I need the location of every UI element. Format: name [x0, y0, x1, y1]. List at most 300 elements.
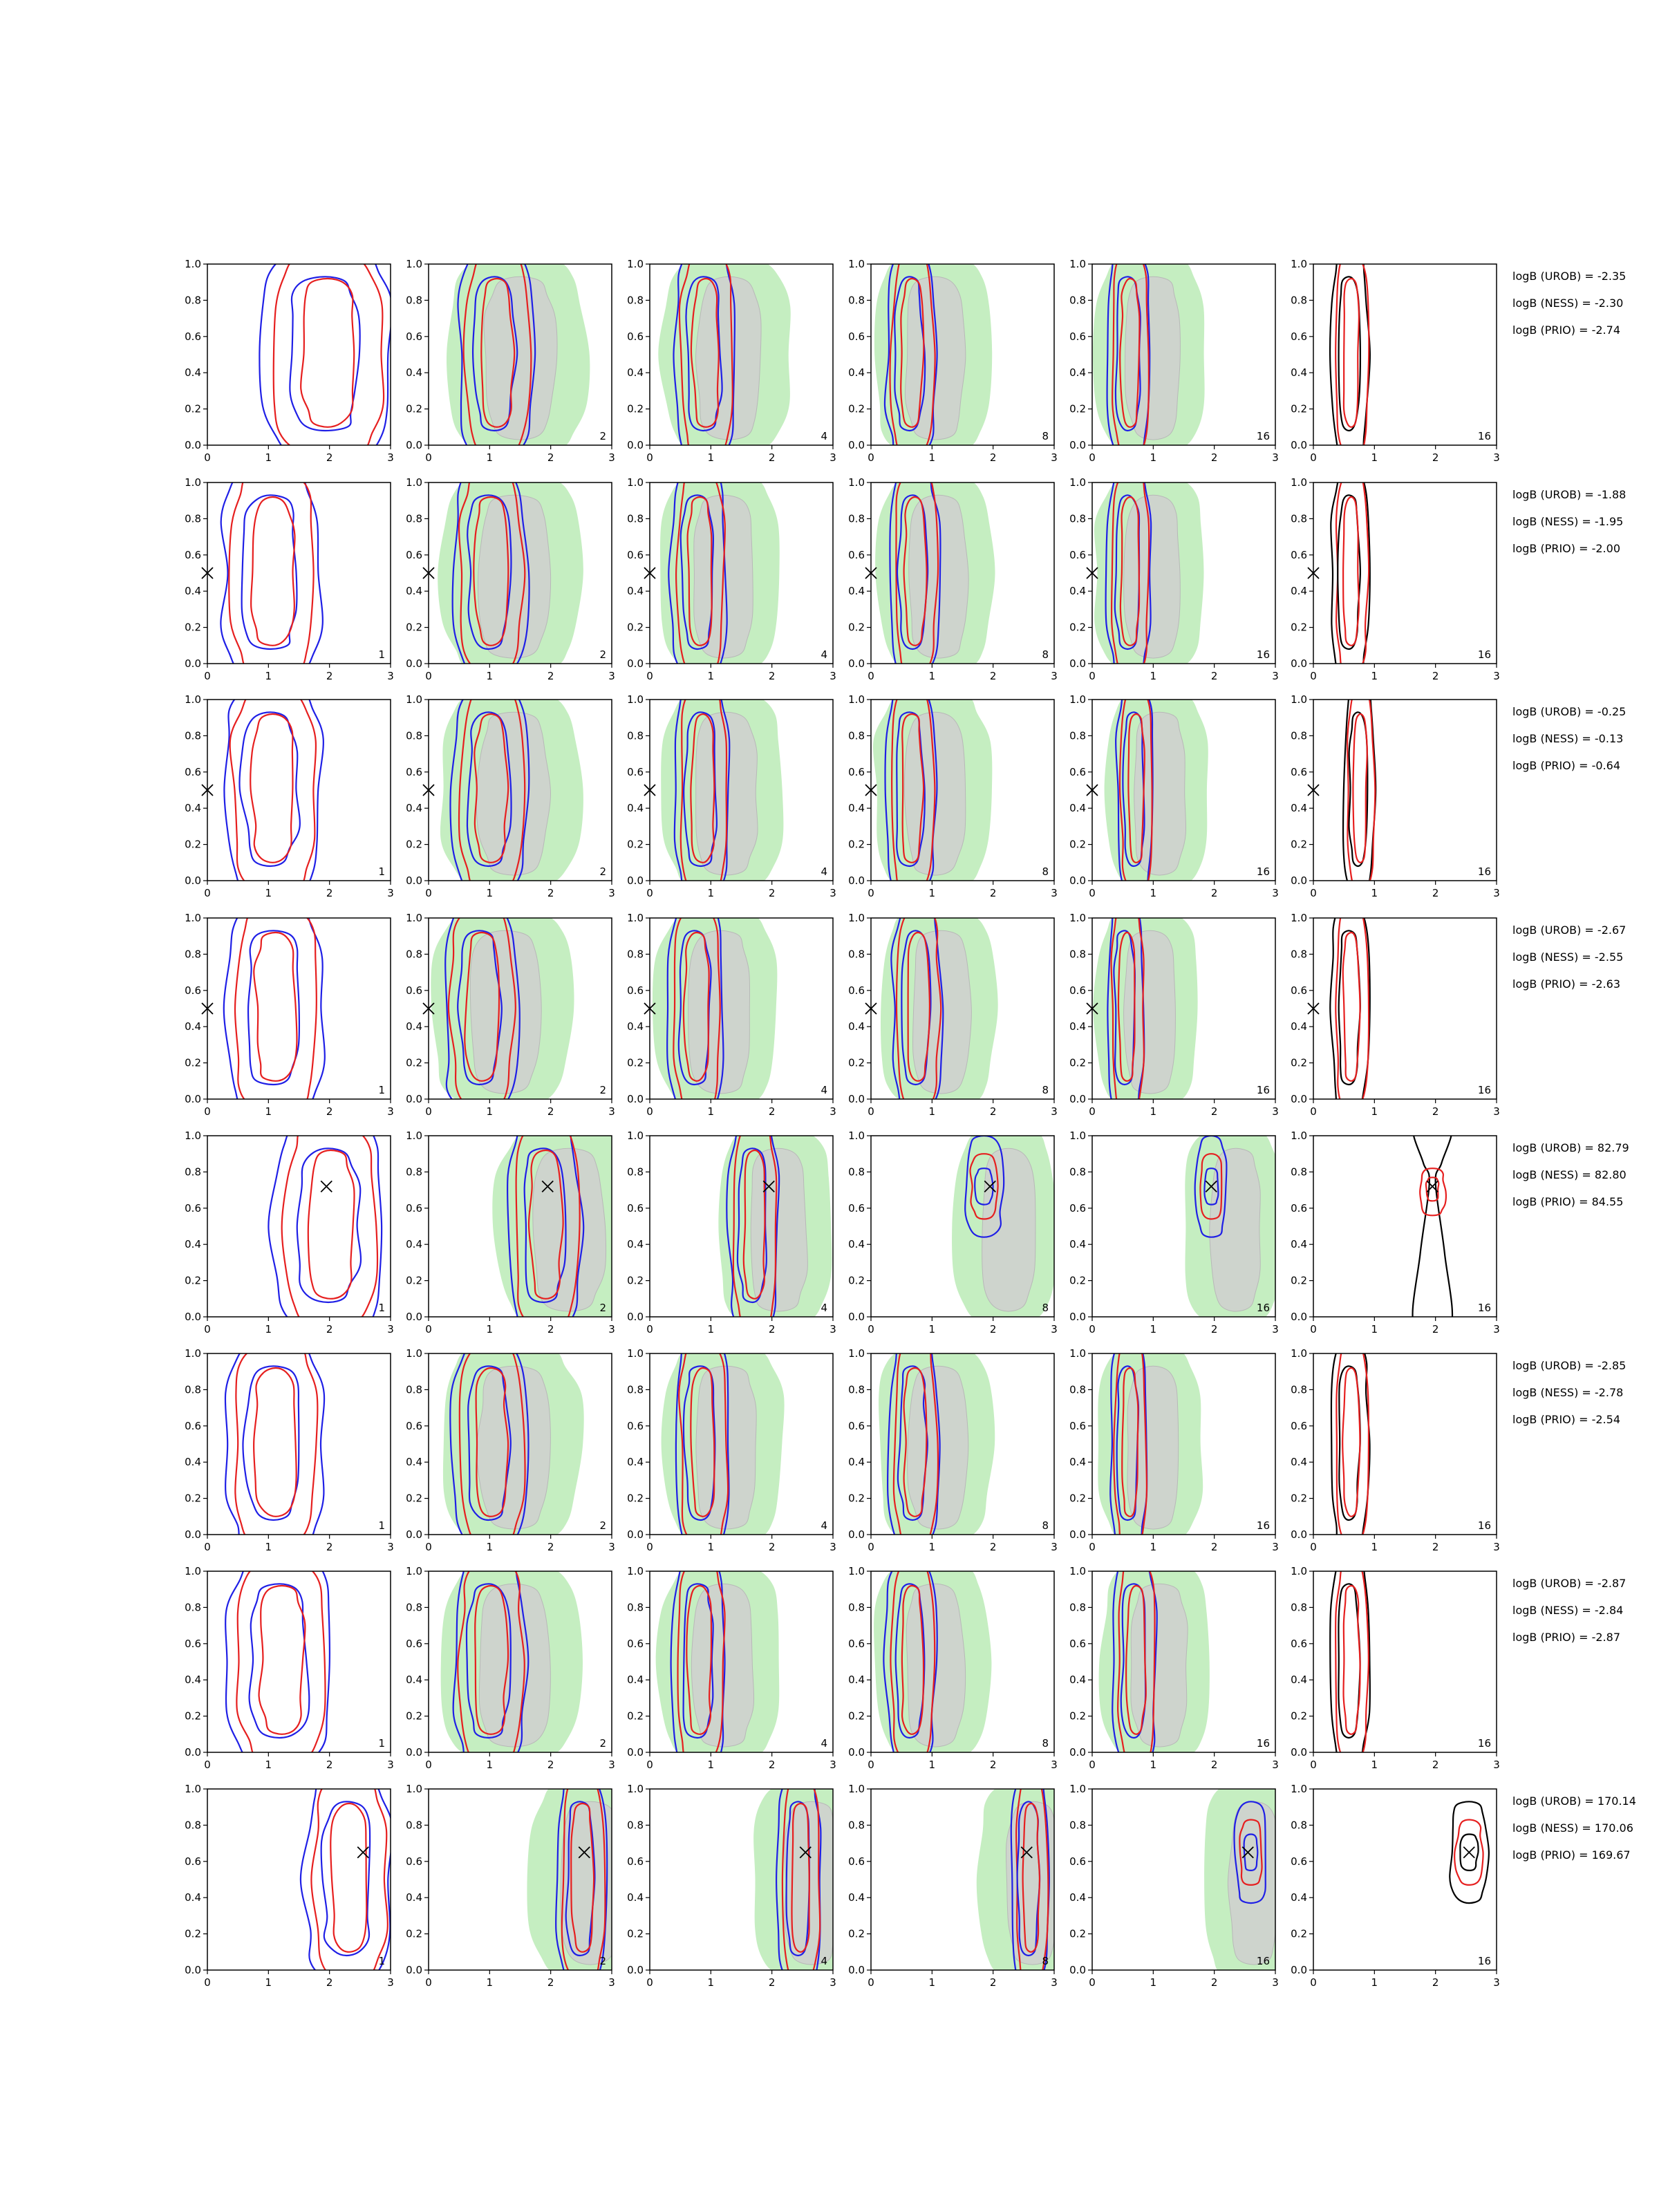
panel-r7-c5: [1069, 1557, 1279, 1771]
panel-r4-c6: [1291, 903, 1500, 1118]
panel-count-label: 4: [821, 1084, 827, 1096]
panel-r3-c5: [1069, 685, 1279, 899]
x-tick-label: 2: [989, 1105, 997, 1118]
y-tick-label: 0.8: [627, 1601, 644, 1614]
prior-fill-inner: [484, 276, 557, 440]
y-tick-label: 0.2: [1291, 1709, 1307, 1723]
x-tick-label: 0: [425, 1323, 432, 1335]
panel-r2-c4: [848, 468, 1058, 682]
y-tick-label: 0.0: [185, 874, 201, 887]
y-tick-label: 1.0: [406, 1347, 422, 1360]
y-tick-label: 0.2: [185, 1056, 201, 1069]
contour-inner: [242, 495, 297, 649]
x-tick-label: 0: [425, 1105, 432, 1118]
y-tick-label: 0.2: [1069, 1709, 1086, 1723]
y-tick-label: 0.8: [848, 1819, 865, 1832]
x-tick-label: 2: [547, 1759, 554, 1771]
contour-red-outer: [230, 688, 316, 891]
y-tick-label: 0.8: [848, 294, 865, 307]
y-tick-label: 0.0: [185, 439, 201, 451]
x-tick-label: 2: [989, 887, 997, 899]
y-tick-label: 0.8: [848, 948, 865, 961]
y-tick-label: 0.6: [185, 1855, 201, 1868]
x-tick-label: 3: [387, 887, 394, 899]
panel-count-label: 2: [599, 648, 606, 661]
panel-count-label: 16: [1477, 1519, 1491, 1532]
y-tick-label: 0.0: [1291, 874, 1307, 887]
panel-count-label: 2: [599, 1302, 606, 1314]
x-tick-label: 3: [830, 670, 836, 682]
panel-r5-c3: [627, 1121, 836, 1335]
x-tick-label: 0: [646, 887, 653, 899]
contour-red-inner: [1342, 1368, 1360, 1517]
x-tick-label: 3: [830, 1541, 836, 1553]
y-tick-label: 0.4: [185, 1674, 201, 1687]
x-tick-label: 1: [928, 1976, 936, 1989]
x-tick-label: 1: [928, 1105, 936, 1118]
y-tick-label: 1.0: [848, 1783, 865, 1795]
x-tick-label: 2: [1210, 451, 1218, 464]
x-tick-label: 2: [547, 451, 554, 464]
y-tick-label: 0.0: [1291, 1746, 1307, 1759]
x-tick-label: 2: [768, 1541, 776, 1553]
y-tick-label: 1.0: [1291, 1783, 1307, 1795]
x-tick-label: 3: [830, 1759, 836, 1771]
panel-count-label: 1: [378, 1519, 385, 1532]
y-tick-label: 0.8: [1291, 729, 1307, 742]
y-tick-label: 0.6: [848, 765, 865, 778]
y-tick-label: 0.0: [627, 1093, 644, 1105]
y-tick-label: 0.0: [1291, 1964, 1307, 1976]
x-tick-label: 2: [1432, 451, 1439, 464]
x-tick-label: 2: [1210, 1105, 1218, 1118]
y-tick-label: 0.4: [1069, 1238, 1086, 1251]
logb-label: logB (NESS) = -2.30: [1512, 297, 1624, 310]
x-tick-label: 3: [387, 451, 394, 464]
panel-count-label: 16: [1256, 1955, 1270, 1967]
y-tick-label: 0.4: [185, 1891, 201, 1904]
y-tick-label: 0.2: [627, 1274, 644, 1287]
x-tick-label: 3: [1493, 1541, 1500, 1553]
x-tick-label: 1: [486, 670, 494, 682]
y-tick-label: 0.0: [848, 439, 865, 451]
x-tick-label: 2: [326, 1323, 333, 1335]
x-tick-label: 1: [1371, 1323, 1378, 1335]
y-tick-label: 1.0: [406, 258, 422, 270]
x-tick-label: 0: [1089, 1976, 1096, 1989]
x-tick-label: 1: [265, 1976, 272, 1989]
x-tick-label: 2: [1210, 1976, 1218, 1989]
x-tick-label: 2: [1432, 1541, 1439, 1553]
y-tick-label: 0.4: [848, 585, 865, 598]
axes-frame: [1313, 700, 1497, 881]
contour-inner: [243, 1366, 299, 1520]
y-tick-label: 0.8: [185, 729, 201, 742]
x-tick-label: 0: [1310, 1541, 1317, 1553]
y-tick-label: 0.6: [627, 1637, 644, 1650]
panel-r4-c4: [848, 903, 1058, 1118]
x-tick-label: 1: [928, 887, 936, 899]
x-tick-label: 3: [608, 670, 615, 682]
y-tick-label: 0.0: [848, 1093, 865, 1105]
panel-count-label: 1: [378, 1737, 385, 1750]
prior-fill-inner: [696, 276, 762, 440]
y-tick-label: 0.0: [1069, 1746, 1086, 1759]
contour-red-outer: [1335, 1560, 1369, 1763]
y-tick-label: 0.2: [1291, 1492, 1307, 1505]
x-tick-label: 3: [1493, 1976, 1500, 1989]
y-tick-label: 0.2: [406, 621, 422, 634]
axes-frame: [1313, 1789, 1497, 1970]
x-tick-label: 1: [1150, 1759, 1157, 1771]
y-tick-label: 0.6: [848, 1637, 865, 1650]
y-tick-label: 0.8: [627, 948, 644, 961]
x-tick-label: 0: [1089, 1105, 1096, 1118]
y-tick-label: 0.8: [1069, 1165, 1086, 1179]
x-tick-label: 0: [1310, 887, 1317, 899]
y-tick-label: 0.8: [848, 1383, 865, 1396]
x-tick-label: 1: [265, 1541, 272, 1553]
logb-label: logB (UROB) = -2.85: [1512, 1359, 1627, 1372]
y-tick-label: 0.2: [1069, 1492, 1086, 1505]
y-tick-label: 0.2: [1069, 1274, 1086, 1287]
y-tick-label: 0.6: [627, 1855, 644, 1868]
x-tick-label: 0: [868, 1323, 874, 1335]
y-tick-label: 0.4: [185, 802, 201, 815]
x-tick-label: 1: [707, 1759, 715, 1771]
x-tick-label: 2: [989, 1541, 997, 1553]
panel-count-label: 8: [1042, 865, 1049, 878]
axes-frame: [207, 1136, 391, 1317]
panel-r7-c1: [185, 1557, 394, 1771]
y-tick-label: 0.6: [848, 1419, 865, 1432]
x-tick-label: 3: [387, 1323, 394, 1335]
contour-red-inner: [250, 714, 292, 863]
y-tick-label: 1.0: [848, 693, 865, 706]
y-tick-label: 0.2: [406, 838, 422, 851]
prior-fill-inner: [470, 930, 541, 1094]
panel-r1-c4: [848, 250, 1058, 464]
y-tick-label: 0.0: [1069, 657, 1086, 670]
y-tick-label: 0.4: [1291, 1891, 1307, 1904]
y-tick-label: 1.0: [1069, 476, 1086, 489]
panel-r7-c4: [848, 1557, 1058, 1771]
y-tick-label: 0.8: [406, 1383, 422, 1396]
x-tick-label: 2: [989, 1759, 997, 1771]
contour-outer: [225, 1557, 330, 1767]
x-tick-label: 1: [1371, 670, 1378, 682]
y-tick-label: 1.0: [848, 1565, 865, 1577]
y-tick-label: 1.0: [1291, 1565, 1307, 1577]
y-tick-label: 0.0: [185, 657, 201, 670]
y-tick-label: 0.4: [627, 1020, 644, 1033]
x-tick-label: 2: [1432, 1105, 1439, 1118]
y-tick-label: 0.6: [848, 330, 865, 343]
x-tick-label: 3: [1493, 451, 1500, 464]
y-tick-label: 0.4: [1069, 1674, 1086, 1687]
panel-r3-c3: [627, 685, 836, 899]
panel-count-label: 2: [599, 1084, 606, 1096]
y-tick-label: 0.8: [627, 294, 644, 307]
x-tick-label: 2: [326, 670, 333, 682]
y-tick-label: 1.0: [1291, 1347, 1307, 1360]
y-tick-label: 1.0: [848, 1130, 865, 1142]
y-tick-label: 0.6: [1069, 1201, 1086, 1215]
y-tick-label: 0.6: [185, 1201, 201, 1215]
x-tick-label: 1: [1371, 887, 1378, 899]
y-tick-label: 0.6: [1069, 1637, 1086, 1650]
panel-r8-c5: [1069, 1780, 1300, 1989]
y-tick-label: 0.4: [848, 802, 865, 815]
x-tick-label: 1: [1371, 1976, 1378, 1989]
panel-r7-c6: [1291, 1557, 1500, 1771]
contour-red-inner: [301, 279, 354, 427]
panel-r4-c5: [1069, 903, 1279, 1118]
x-tick-label: 0: [1089, 451, 1096, 464]
x-tick-label: 1: [928, 1541, 936, 1553]
truth-marker: [321, 1181, 332, 1192]
contour-red-inner: [1343, 932, 1360, 1081]
logb-label: logB (UROB) = -2.35: [1512, 270, 1627, 283]
y-tick-label: 0.0: [848, 1746, 865, 1759]
y-tick-label: 0.4: [1291, 1674, 1307, 1687]
y-tick-label: 0.6: [848, 1201, 865, 1215]
x-tick-label: 1: [928, 451, 936, 464]
y-tick-label: 0.2: [185, 838, 201, 851]
y-tick-label: 0.0: [406, 439, 422, 451]
y-tick-label: 0.0: [1069, 1093, 1086, 1105]
y-tick-label: 0.0: [406, 1093, 422, 1105]
y-tick-label: 0.6: [1291, 1637, 1307, 1650]
x-tick-label: 3: [1272, 1541, 1279, 1553]
contour-red-outer: [274, 253, 384, 456]
prior-fill-inner: [478, 495, 550, 658]
panel-count-label: 2: [599, 1737, 606, 1750]
y-tick-label: 0.0: [627, 874, 644, 887]
contour-red-inner: [308, 1150, 355, 1299]
y-tick-label: 0.8: [1291, 948, 1307, 961]
x-tick-label: 0: [1310, 1105, 1317, 1118]
y-tick-label: 0.8: [185, 1819, 201, 1832]
x-tick-label: 2: [326, 1759, 333, 1771]
y-tick-label: 0.6: [406, 330, 422, 343]
x-tick-label: 3: [830, 1976, 836, 1989]
panel-count-label: 16: [1477, 1955, 1491, 1967]
contour-red-inner: [1353, 714, 1367, 863]
panel-count-label: 4: [821, 865, 827, 878]
x-tick-label: 2: [547, 670, 554, 682]
y-tick-label: 0.0: [1069, 1528, 1086, 1541]
x-tick-label: 0: [646, 1105, 653, 1118]
x-tick-label: 2: [547, 887, 554, 899]
y-tick-label: 0.4: [848, 1238, 865, 1251]
x-tick-label: 3: [608, 1541, 615, 1553]
y-tick-label: 0.8: [1069, 1383, 1086, 1396]
y-tick-label: 1.0: [406, 912, 422, 924]
y-tick-label: 0.0: [1291, 1311, 1307, 1323]
y-tick-label: 0.6: [1291, 330, 1307, 343]
x-tick-label: 0: [1089, 887, 1096, 899]
y-tick-label: 0.0: [848, 1528, 865, 1541]
x-tick-label: 2: [326, 451, 333, 464]
x-tick-label: 0: [1310, 670, 1317, 682]
x-tick-label: 3: [608, 1976, 615, 1989]
y-tick-label: 0.4: [848, 1020, 865, 1033]
logb-label: logB (NESS) = -2.55: [1512, 950, 1624, 964]
y-tick-label: 0.0: [1291, 1528, 1307, 1541]
x-tick-label: 0: [868, 670, 874, 682]
y-tick-label: 0.4: [1069, 1020, 1086, 1033]
x-tick-label: 2: [1210, 1541, 1218, 1553]
y-tick-label: 1.0: [1069, 1565, 1086, 1577]
y-tick-label: 0.4: [406, 366, 422, 379]
y-tick-label: 0.0: [406, 657, 422, 670]
panel-r3-c1: [185, 685, 394, 899]
y-tick-label: 0.6: [406, 548, 422, 561]
x-tick-label: 2: [989, 451, 997, 464]
y-tick-label: 0.4: [848, 1456, 865, 1469]
x-tick-label: 0: [1089, 670, 1096, 682]
y-tick-label: 0.4: [185, 585, 201, 598]
y-tick-label: 0.2: [1291, 402, 1307, 415]
y-tick-label: 0.6: [1291, 984, 1307, 997]
y-tick-label: 0.2: [848, 1056, 865, 1069]
x-tick-label: 1: [486, 1541, 494, 1553]
y-tick-label: 0.0: [1291, 1093, 1307, 1105]
y-tick-label: 0.8: [848, 1165, 865, 1179]
y-tick-label: 1.0: [185, 258, 201, 270]
y-tick-label: 0.2: [185, 1927, 201, 1940]
y-tick-label: 1.0: [627, 693, 644, 706]
panel-r5-c5: [1069, 1127, 1282, 1335]
x-tick-label: 3: [387, 1759, 394, 1771]
y-tick-label: 0.6: [185, 765, 201, 778]
y-tick-label: 0.2: [848, 1274, 865, 1287]
y-tick-label: 0.0: [1069, 1964, 1086, 1976]
panel-r1-c1: [185, 250, 394, 464]
panel-r2-c6: [1291, 468, 1500, 682]
x-tick-label: 3: [1272, 887, 1279, 899]
logb-label: logB (UROB) = -1.88: [1512, 488, 1627, 501]
y-tick-label: 1.0: [848, 258, 865, 270]
x-tick-label: 0: [204, 1105, 211, 1118]
y-tick-label: 1.0: [1291, 912, 1307, 924]
prior-fill-inner: [1125, 276, 1180, 440]
y-tick-label: 0.4: [627, 1238, 644, 1251]
panel-r6-c1: [185, 1339, 394, 1553]
panel-count-label: 16: [1477, 1737, 1491, 1750]
panel-count-label: 8: [1042, 648, 1049, 661]
y-tick-label: 0.0: [627, 657, 644, 670]
panel-count-label: 2: [599, 865, 606, 878]
y-tick-label: 0.0: [185, 1093, 201, 1105]
panel-r8-c3: [627, 1774, 864, 1989]
y-tick-label: 0.6: [185, 548, 201, 561]
y-tick-label: 0.8: [848, 729, 865, 742]
x-tick-label: 2: [989, 1323, 997, 1335]
y-tick-label: 0.4: [185, 366, 201, 379]
y-tick-label: 0.0: [1069, 874, 1086, 887]
x-tick-label: 3: [1051, 1323, 1058, 1335]
y-tick-label: 0.8: [406, 948, 422, 961]
y-tick-label: 1.0: [1291, 476, 1307, 489]
y-tick-label: 1.0: [1291, 693, 1307, 706]
y-tick-label: 0.8: [406, 729, 422, 742]
x-tick-label: 1: [486, 1323, 494, 1335]
y-tick-label: 0.8: [185, 512, 201, 525]
y-tick-label: 0.2: [1291, 621, 1307, 634]
x-tick-label: 0: [646, 670, 653, 682]
contour-red-outer: [1335, 907, 1369, 1109]
x-tick-label: 2: [1210, 887, 1218, 899]
x-tick-label: 1: [1150, 887, 1157, 899]
panel-count-label: 1: [378, 1955, 385, 1967]
y-tick-label: 0.8: [627, 1165, 644, 1179]
y-tick-label: 0.2: [406, 402, 422, 415]
y-tick-label: 0.8: [185, 1601, 201, 1614]
y-tick-label: 0.2: [848, 1927, 865, 1940]
y-tick-label: 0.6: [627, 765, 644, 778]
y-tick-label: 0.6: [627, 1419, 644, 1432]
logb-label: logB (NESS) = -2.84: [1512, 1604, 1624, 1617]
panel-count-label: 1: [378, 1302, 385, 1314]
panel-r1-c2: [406, 250, 615, 464]
y-tick-label: 1.0: [185, 1347, 201, 1360]
x-tick-label: 3: [1272, 670, 1279, 682]
y-tick-label: 0.0: [848, 1964, 865, 1976]
y-tick-label: 0.6: [848, 1855, 865, 1868]
x-tick-label: 2: [326, 1541, 333, 1553]
x-tick-label: 2: [1210, 670, 1218, 682]
y-tick-label: 0.2: [627, 838, 644, 851]
panel-count-label: 4: [821, 430, 827, 442]
panel-count-label: 16: [1477, 648, 1491, 661]
x-tick-label: 2: [326, 1976, 333, 1989]
panel-r8-c2: [406, 1774, 648, 1989]
y-tick-label: 0.4: [848, 366, 865, 379]
x-tick-label: 2: [1432, 1759, 1439, 1771]
x-tick-label: 0: [646, 1323, 653, 1335]
y-tick-label: 0.4: [627, 802, 644, 815]
x-tick-label: 2: [768, 887, 776, 899]
y-tick-label: 1.0: [185, 1565, 201, 1577]
x-tick-label: 0: [204, 1759, 211, 1771]
y-tick-label: 1.0: [185, 1130, 201, 1142]
x-tick-label: 3: [1051, 1105, 1058, 1118]
x-tick-label: 0: [646, 451, 653, 464]
y-tick-label: 0.8: [1069, 948, 1086, 961]
panel-r2-c3: [627, 468, 836, 682]
panel-r5-c4: [848, 1127, 1059, 1335]
x-tick-label: 1: [707, 451, 715, 464]
y-tick-label: 0.0: [406, 1746, 422, 1759]
x-tick-label: 3: [387, 1976, 394, 1989]
y-tick-label: 0.4: [627, 1891, 644, 1904]
y-tick-label: 0.6: [185, 330, 201, 343]
x-tick-label: 0: [425, 1976, 432, 1989]
logb-label: logB (PRIO) = 169.67: [1512, 1848, 1631, 1862]
panel-count-label: 2: [599, 430, 606, 442]
y-tick-label: 0.2: [1069, 1056, 1086, 1069]
panel-count-label: 1: [378, 648, 385, 661]
x-tick-label: 3: [830, 1323, 836, 1335]
logb-label: logB (PRIO) = -2.00: [1512, 542, 1620, 555]
y-tick-label: 0.4: [1291, 1238, 1307, 1251]
y-tick-label: 0.2: [627, 1709, 644, 1723]
x-tick-label: 0: [1310, 1323, 1317, 1335]
prior-fill-inner: [688, 930, 750, 1094]
y-tick-label: 0.4: [1291, 585, 1307, 598]
